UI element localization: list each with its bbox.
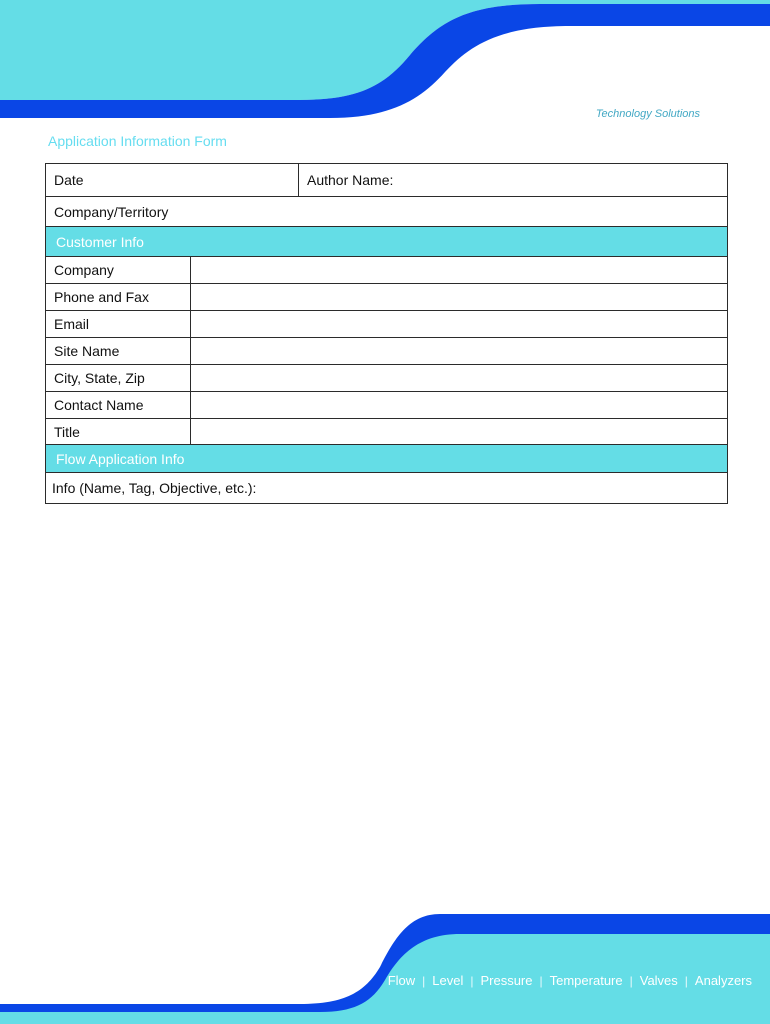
- company-territory-row: [46, 196, 727, 226]
- customer-field-label: Company: [46, 257, 191, 283]
- footer-nav: [388, 973, 752, 988]
- author-name-field[interactable]: [299, 164, 727, 196]
- customer-field-row: [46, 337, 727, 364]
- footer-nav-temperature[interactable]: Temperature: [549, 973, 623, 988]
- customer-field-label: Contact Name: [46, 392, 191, 418]
- flow-info-row: [46, 472, 727, 503]
- date-label: Date: [54, 172, 84, 188]
- form-title: Application Information Form: [48, 133, 227, 149]
- footer-separator: |: [539, 973, 543, 988]
- phone-fax-input[interactable]: [191, 284, 727, 310]
- title-input[interactable]: [191, 419, 727, 444]
- footer-nav-analyzers[interactable]: Analyzers: [694, 973, 752, 988]
- flow-info-field[interactable]: [46, 473, 727, 503]
- customer-field-row: [46, 418, 727, 444]
- date-field[interactable]: [46, 164, 299, 196]
- footer-wave-decoration: [0, 912, 770, 1024]
- flow-info-header-row: [46, 444, 727, 472]
- flow-info-label: Info (Name, Tag, Objective, etc.):: [52, 480, 257, 496]
- customer-field-row: [46, 283, 727, 310]
- footer-separator: |: [422, 973, 426, 988]
- customer-field-row: [46, 256, 727, 283]
- customer-field-row: [46, 391, 727, 418]
- customer-field-label: Email: [46, 311, 191, 337]
- footer-nav-flow[interactable]: Flow: [387, 973, 416, 988]
- footer-nav-pressure[interactable]: Pressure: [480, 973, 533, 988]
- footer-nav-level[interactable]: Level: [432, 973, 464, 988]
- footer-nav-valves[interactable]: Valves: [639, 973, 678, 988]
- flow-application-info-header: Flow Application Info: [46, 445, 727, 472]
- tagline: Technology Solutions: [595, 108, 700, 120]
- company-territory-label: Company/Territory: [54, 203, 169, 220]
- footer-separator: |: [470, 973, 474, 988]
- customer-field-label: Site Name: [46, 338, 191, 364]
- customer-field-label: City, State, Zip: [46, 365, 191, 391]
- site-name-input[interactable]: [191, 338, 727, 364]
- contact-name-input[interactable]: [191, 392, 727, 418]
- customer-info-header: Customer Info: [46, 227, 727, 256]
- company-input[interactable]: [191, 257, 727, 283]
- customer-field-label: Phone and Fax: [46, 284, 191, 310]
- customer-info-header-row: [46, 226, 727, 256]
- footer-separator: |: [684, 973, 688, 988]
- city-state-zip-input[interactable]: [191, 365, 727, 391]
- customer-field-row: [46, 310, 727, 337]
- author-name-label: Author Name:: [307, 172, 394, 188]
- email-input[interactable]: [191, 311, 727, 337]
- tektrol-logo: [476, 48, 722, 128]
- application-form: [45, 163, 728, 504]
- footer-separator: |: [629, 973, 633, 988]
- customer-field-row: [46, 364, 727, 391]
- logo-box: [476, 48, 718, 100]
- company-territory-field[interactable]: [46, 197, 727, 226]
- logo-text: TEKTROL: [491, 51, 703, 97]
- date-author-row: [46, 164, 727, 196]
- customer-field-label: Title: [46, 419, 191, 444]
